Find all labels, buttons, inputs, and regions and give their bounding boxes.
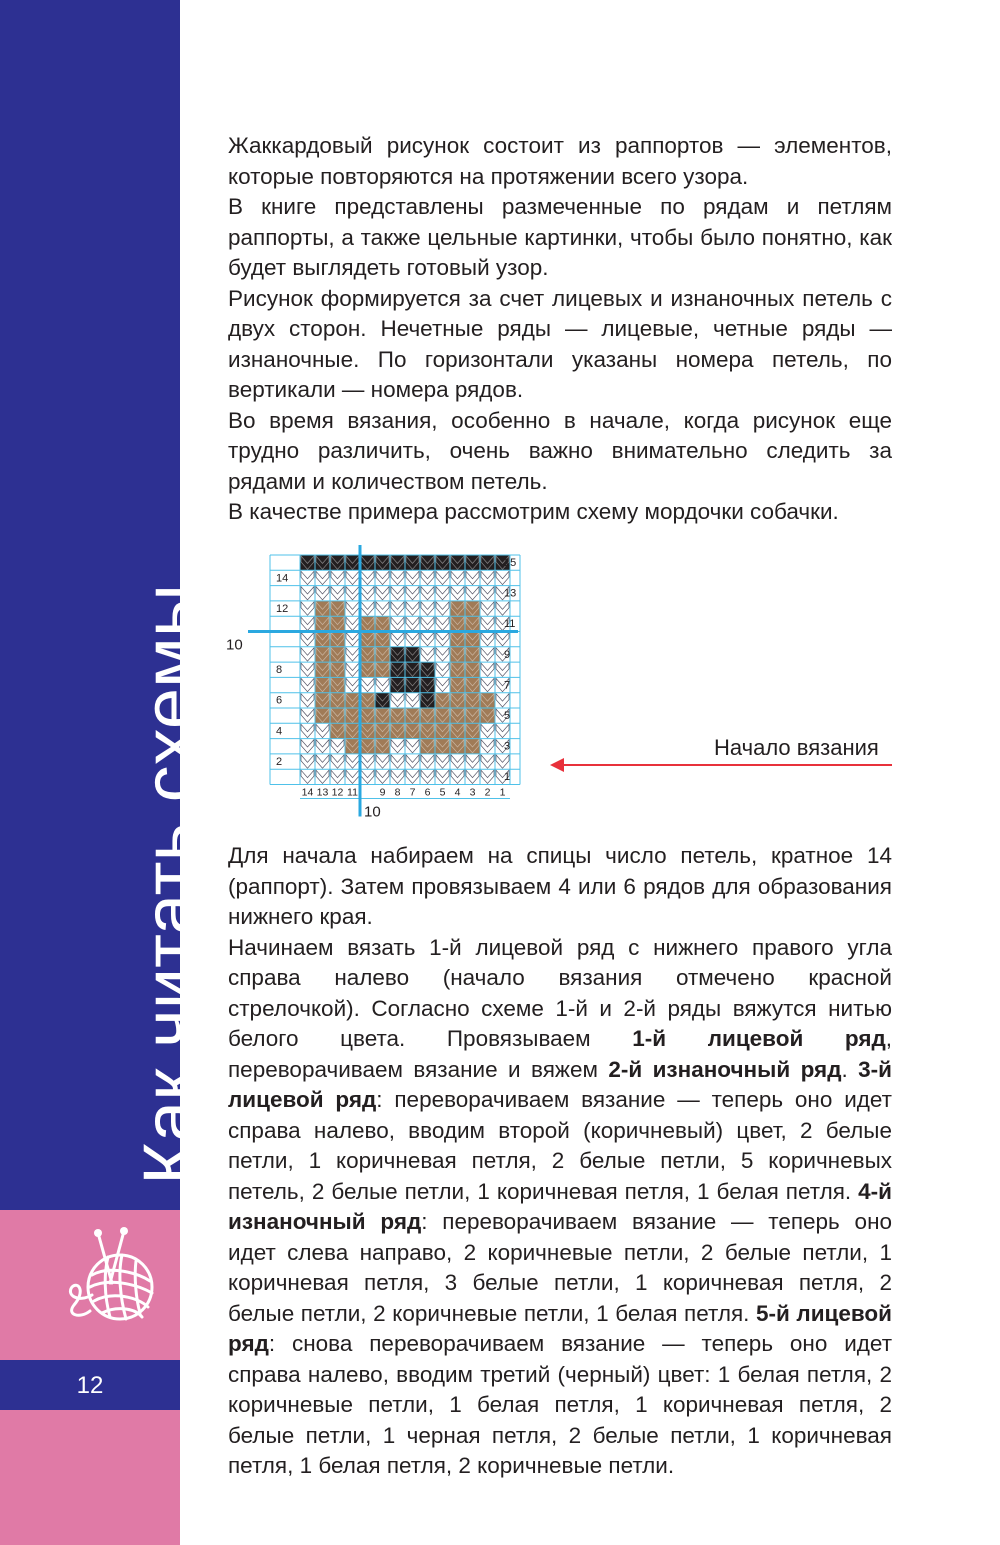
stitch-mark <box>376 587 389 600</box>
stitch-mark <box>301 770 314 783</box>
row-label: 14 <box>276 572 289 585</box>
stitch-mark <box>301 617 314 630</box>
stitch-mark <box>316 587 329 600</box>
stitch-mark <box>406 694 419 707</box>
stitch-mark <box>346 633 359 646</box>
stitch-mark <box>346 617 359 630</box>
stitch-mark <box>391 770 404 783</box>
intro-paragraph: Жаккардовый рисунок состоит из раппортов — элементов, которые повторяются на протяжении всего узора. <box>228 133 892 189</box>
stitch-mark <box>331 571 344 584</box>
intro-text <box>228 131 892 528</box>
stitch-mark <box>436 678 449 691</box>
stitch-mark <box>421 770 434 783</box>
stitch-mark <box>496 602 509 615</box>
stitch-mark <box>391 755 404 768</box>
intro-paragraph: В качестве примера рассмотрим схему мордочки собачки. <box>228 499 839 524</box>
stitch-mark <box>361 571 374 584</box>
column-label: 1 <box>499 786 506 799</box>
column-label: 13 <box>316 786 329 799</box>
stitch-mark <box>301 678 314 691</box>
row-label: 6 <box>276 694 283 707</box>
stitch-mark <box>466 770 479 783</box>
stitch-mark <box>481 633 494 646</box>
column-label: 8 <box>394 786 401 799</box>
column-label: 3 <box>469 786 476 799</box>
knitting-chart <box>220 540 560 825</box>
sidebar-bottom-panel <box>0 1410 180 1545</box>
column-label: 6 <box>424 786 431 799</box>
stitch-mark <box>436 602 449 615</box>
stitch-mark <box>481 648 494 661</box>
column-label: 7 <box>409 786 416 799</box>
stitch-mark <box>421 602 434 615</box>
stitch-mark <box>346 770 359 783</box>
stitch-mark <box>436 571 449 584</box>
column-label: 5 <box>439 786 446 799</box>
stitch-mark <box>316 740 329 753</box>
stitch-mark <box>361 678 374 691</box>
stitch-mark <box>331 770 344 783</box>
stitch-mark <box>466 587 479 600</box>
row-label: 2 <box>276 755 283 768</box>
stitch-mark <box>496 571 509 584</box>
stitch-mark <box>316 770 329 783</box>
left-marker-label: 10 <box>226 636 243 654</box>
stitch-mark <box>481 770 494 783</box>
stitch-mark <box>481 587 494 600</box>
stitch-mark <box>496 633 509 646</box>
stitch-mark <box>391 587 404 600</box>
row-label: 13 <box>504 587 517 600</box>
column-label: 12 <box>331 786 344 799</box>
start-arrow-icon <box>550 758 564 772</box>
column-label: 14 <box>301 786 314 799</box>
row-4-label: 4-й изнаночный ряд <box>228 1178 892 1234</box>
stitch-mark <box>391 633 404 646</box>
column-label: 2 <box>484 786 491 799</box>
section-title: Как читать схемы <box>128 583 211 1185</box>
stitch-mark <box>301 724 314 737</box>
row-1-label: 1-й лицевой ряд <box>632 1026 886 1051</box>
stitch-mark <box>421 571 434 584</box>
stitch-mark <box>451 755 464 768</box>
row-label: 1 <box>504 771 511 784</box>
row-3-label: 3-й лицевой ряд <box>228 1056 892 1112</box>
stitch-mark <box>301 694 314 707</box>
stitch-mark <box>346 587 359 600</box>
stitch-mark <box>361 602 374 615</box>
stitch-mark <box>481 755 494 768</box>
stitch-mark <box>436 755 449 768</box>
stitch-mark <box>451 587 464 600</box>
intro-paragraph: Во время вязания, особенно в начале, когда рисунок еще трудно различить, очень важно внимательно следить за рядами и количеством петель. <box>228 407 892 494</box>
stitch-mark <box>481 740 494 753</box>
stitch-mark <box>496 663 509 676</box>
stitch-mark <box>421 587 434 600</box>
stitch-mark <box>301 755 314 768</box>
stitch-mark <box>361 587 374 600</box>
stitch-mark <box>436 770 449 783</box>
stitch-mark <box>301 740 314 753</box>
stitch-mark <box>406 587 419 600</box>
stitch-mark <box>481 724 494 737</box>
column-label: 4 <box>454 786 461 799</box>
stitch-mark <box>376 602 389 615</box>
stitch-mark <box>421 617 434 630</box>
stitch-mark <box>361 755 374 768</box>
stitch-mark <box>346 648 359 661</box>
page-number: 12 <box>76 1372 104 1399</box>
stitch-mark <box>406 571 419 584</box>
stitch-mark <box>436 617 449 630</box>
stitch-mark <box>436 633 449 646</box>
row-label: 5 <box>504 710 511 723</box>
start-arrow-line <box>560 764 892 766</box>
row-2-label: 2-й изнаночный ряд <box>608 1056 842 1082</box>
stitch-mark <box>331 587 344 600</box>
stitch-mark <box>481 571 494 584</box>
row-label: 11 <box>504 618 516 631</box>
stitch-mark <box>391 740 404 753</box>
yarn-ball-icon <box>60 1225 160 1335</box>
stitch-mark <box>316 755 329 768</box>
row-label: 4 <box>276 725 283 738</box>
stitch-mark <box>301 602 314 615</box>
stitch-mark <box>391 694 404 707</box>
stitch-mark <box>496 755 509 768</box>
bottom-marker-label: 10 <box>364 803 381 821</box>
stitch-mark <box>376 678 389 691</box>
stitch-mark <box>466 571 479 584</box>
row-label: 3 <box>504 740 511 753</box>
stitch-mark <box>421 648 434 661</box>
stitch-mark <box>451 770 464 783</box>
stitch-mark <box>496 724 509 737</box>
body-text <box>228 841 892 1482</box>
stitch-mark <box>421 755 434 768</box>
stitch-mark <box>346 678 359 691</box>
stitch-mark <box>346 755 359 768</box>
stitch-mark <box>376 755 389 768</box>
stitch-mark <box>301 663 314 676</box>
stitch-mark <box>331 740 344 753</box>
stitch-mark <box>436 648 449 661</box>
row-5-label: 5-й лицевой ряд <box>228 1300 893 1356</box>
stitch-mark <box>421 633 434 646</box>
body-paragraph-1: Для начала набираем на спицы число петель, кратное 14 (раппорт). Затем провязываем 4 или 6 рядов для образования нижнего края. <box>228 843 892 929</box>
stitch-mark <box>496 694 509 707</box>
stitch-mark <box>481 678 494 691</box>
stitch-mark <box>406 617 419 630</box>
stitch-mark <box>481 617 494 630</box>
stitch-mark <box>481 602 494 615</box>
stitch-mark <box>346 663 359 676</box>
start-label: Начало вязания <box>714 735 879 760</box>
stitch-mark <box>316 724 329 737</box>
stitch-mark <box>361 770 374 783</box>
stitch-mark <box>436 587 449 600</box>
column-label: 11 <box>347 786 358 799</box>
stitch-mark <box>331 755 344 768</box>
stitch-mark <box>376 571 389 584</box>
stitch-mark <box>316 571 329 584</box>
column-label: 9 <box>379 786 386 799</box>
stitch-mark <box>391 617 404 630</box>
row-label: 7 <box>504 679 511 692</box>
intro-paragraph: В книге представлены размеченные по рядам и петлям раппорты, а также цельные картинки, чтобы было понятно, как будет выглядеть готовый узор. <box>228 194 892 280</box>
stitch-mark <box>301 709 314 722</box>
stitch-mark <box>346 571 359 584</box>
stitch-mark <box>301 587 314 600</box>
body-paragraph-2: Начинаем вязать 1-й лицевой ряд с нижнего правого угла справа налево (начало вязания отмечено красной стрелочкой). Согласно схеме 1-й и 2-й ряды вяжутся нитью белого цвета. Провязываем 1-й лицевой ряд, переворачиваем вязание и вяжем 2-й изнаночный ряд. 3-й лицевой ряд: переворачиваем вязание — теперь оно идет справа налево, вводим второй (коричневый) цвет, 2 белые петли, 1 коричневая петля, 2 белые петли, 5 коричневых петель, 2 белые петли, 1 коричневая петля, 1 белая петля. 4-й изнаночный ряд: переворачиваем вязание — теперь оно идет слева направо, 2 коричневые петли, 2 белые петли, 1 коричневая петля, 3 белые петли, 1 коричневая петля, 2 белые петли, 2 коричневые петли, 1 белая петля. 5-й лицевой ряд: снова переворачиваем вязание — теперь оно идет справа налево, вводим третий (черный) цвет: 1 белая петля, 2 коричневые петли, 1 белая петля, 1 коричневая петля, 2 белые петли, 1 черная петля, 2 белые петли, 1 коричневая петля, 1 белая петля, 2 коричневые петли. <box>228 934 893 1478</box>
stitch-mark <box>451 571 464 584</box>
stitch-mark <box>406 770 419 783</box>
stitch-mark <box>346 602 359 615</box>
stitch-mark <box>301 571 314 584</box>
row-label: 15 <box>504 557 517 570</box>
stitch-mark <box>406 602 419 615</box>
stitch-mark <box>391 602 404 615</box>
row-label: 9 <box>504 648 511 661</box>
stitch-mark <box>301 633 314 646</box>
row-label: 8 <box>276 664 283 677</box>
stitch-mark <box>391 571 404 584</box>
stitch-mark <box>301 648 314 661</box>
stitch-mark <box>406 755 419 768</box>
stitch-mark <box>466 755 479 768</box>
row-label: 12 <box>276 602 289 615</box>
stitch-mark <box>406 633 419 646</box>
intro-paragraph: Рисунок формируется за счет лицевых и изнаночных петель с двух сторон. Нечетные ряды — лицевые, четные ряды — изнаночные. По горизонтали указаны номера петель, по вертикали — номера рядов. <box>228 285 892 402</box>
stitch-mark <box>406 740 419 753</box>
stitch-mark <box>436 663 449 676</box>
stitch-mark <box>481 663 494 676</box>
stitch-mark <box>376 770 389 783</box>
